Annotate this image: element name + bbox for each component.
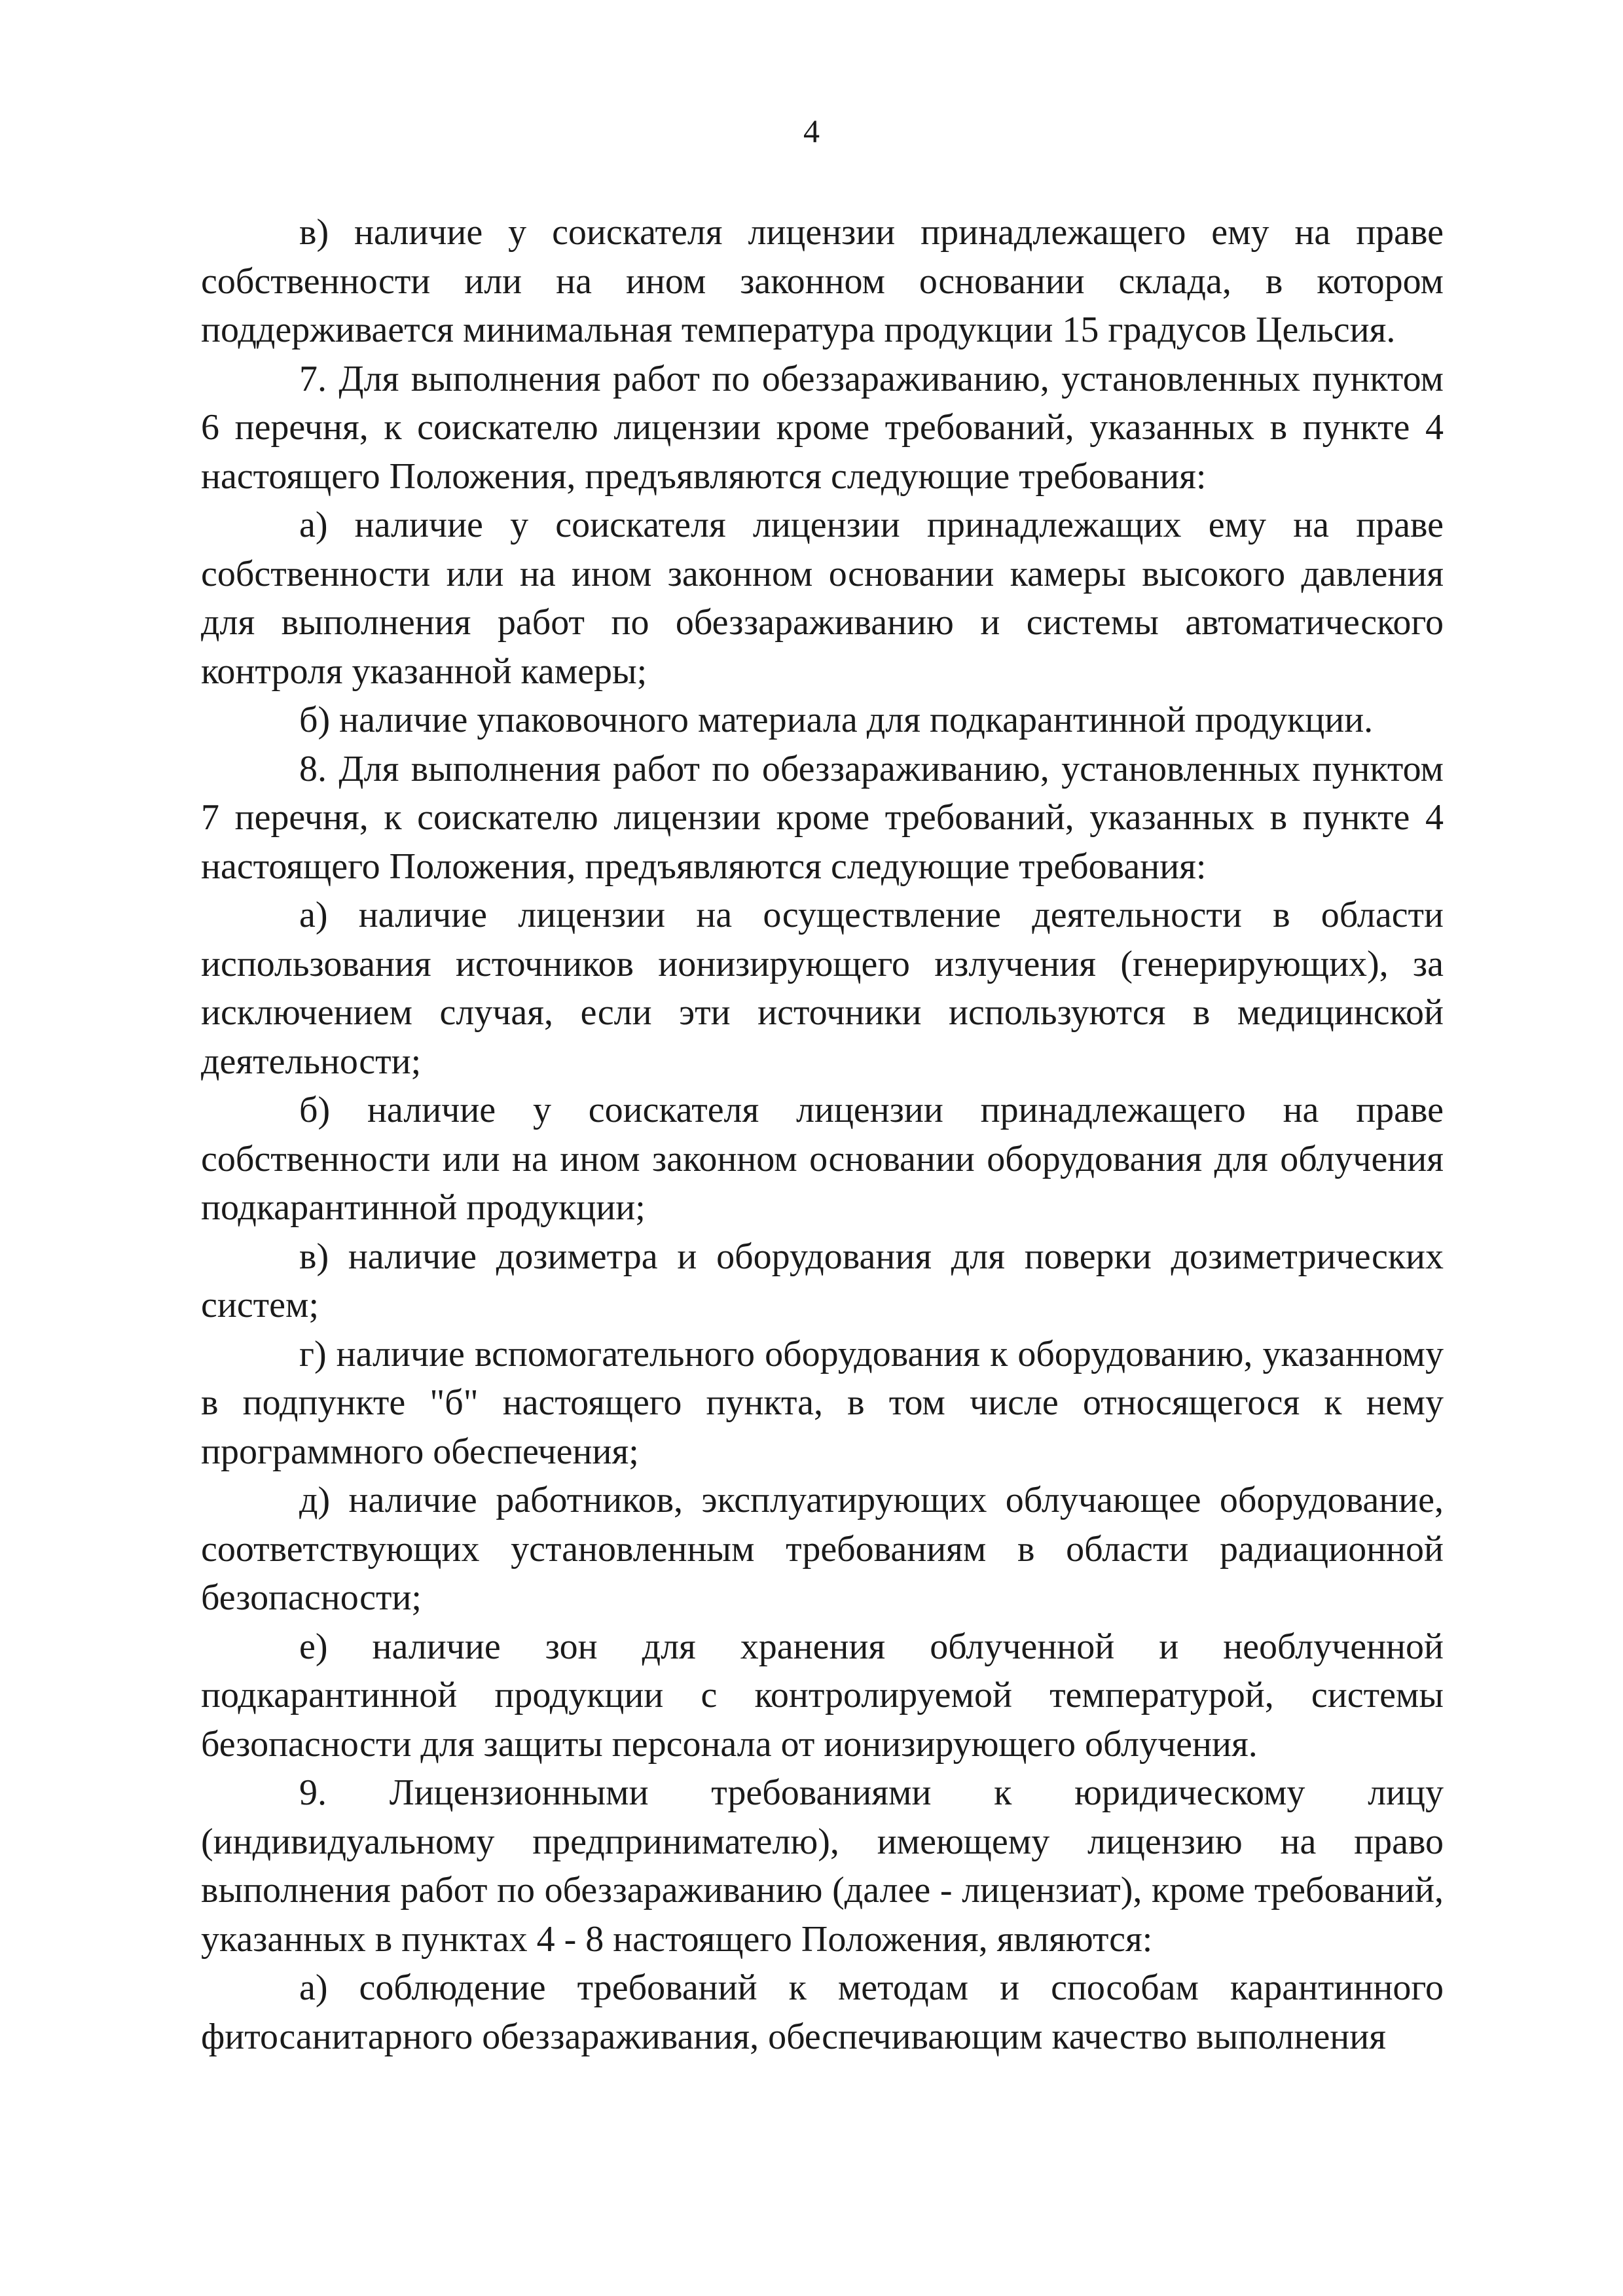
paragraph-7: 7. Для выполнения работ по обеззараживанию, установленных пунктом 6 перечня, к соискателю лицензии кроме требований, указанных в пункте 4 настоящего Положения, предъявляются следующие требования: bbox=[201, 358, 1444, 497]
paragraph-8a: а) наличие лицензии на осуществление деятельности в области использования источников ионизирующего излучения (генерирующих), за исключением случая, если эти источники используются в медицинской деятельности; bbox=[201, 895, 1444, 1082]
paragraph-9: 9. Лицензионными требованиями к юридическому лицу (индивидуальному предпринимателю), имеющему лицензию на право выполнения работ по обеззараживанию (далее - лицензиат), кроме требований, указанных в пунктах 4 - 8 настоящего Положения, являются: bbox=[201, 1772, 1444, 1960]
paragraph-7a: а) наличие у соискателя лицензии принадлежащих ему на праве собственности или на ином законном основании камеры высокого давления для выполнения работ по обеззараживанию и системы автоматического контроля указанной камеры; bbox=[201, 505, 1444, 692]
paragraph-8v: в) наличие дозиметра и оборудования для поверки дозиметрических систем; bbox=[201, 1236, 1444, 1325]
document-body bbox=[201, 208, 1444, 2061]
paragraph-7b: б) наличие упаковочного материала для подкарантинной продукции. bbox=[299, 700, 1374, 740]
paragraph-8b: б) наличие у соискателя лицензии принадлежащего на праве собственности или на ином законном основании оборудования для облучения подкарантинной продукции; bbox=[201, 1090, 1444, 1228]
paragraph-8e: е) наличие зон для хранения облученной и необлученной подкарантинной продукции с контролируемой температурой, системы безопасности для защиты персонала от ионизирующего облучения. bbox=[201, 1626, 1444, 1765]
paragraph-8g: г) наличие вспомогательного оборудования к оборудованию, указанному в подпункте "б" настоящего пункта, в том числе относящегося к нему программного обеспечения; bbox=[201, 1333, 1444, 1472]
paragraph-8: 8. Для выполнения работ по обеззараживанию, установленных пунктом 7 перечня, к соискателю лицензии кроме требований, указанных в пункте 4 настоящего Положения, предъявляются следующие требования: bbox=[201, 748, 1444, 887]
paragraph-8d: д) наличие работников, эксплуатирующих облучающее оборудование, соответствующих установленным требованиям в области радиационной безопасности; bbox=[201, 1480, 1444, 1618]
page-number: 4 bbox=[803, 113, 820, 149]
paragraph-9a: а) соблюдение требований к методам и способам карантинного фитосанитарного обеззараживания, обеспечивающим качество выполнения bbox=[201, 1967, 1444, 2057]
paragraph-v-warehouse: в) наличие у соискателя лицензии принадлежащего ему на праве собственности или на ином законном основании склада, в котором поддерживается минимальная температура продукции 15 градусов Цельсия. bbox=[201, 212, 1444, 350]
